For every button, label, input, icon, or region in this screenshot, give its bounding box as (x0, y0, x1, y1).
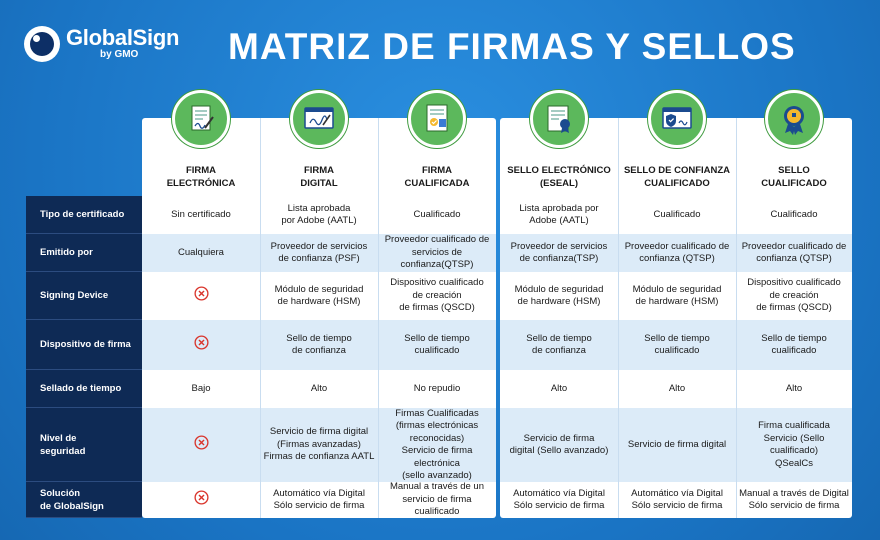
globalsign-eye-icon (24, 26, 60, 62)
matrix-cell (142, 408, 260, 482)
matrix-cell (378, 272, 496, 320)
column-header (736, 156, 852, 198)
cell-text: Servicio de firma (401, 445, 473, 456)
cell-text: Sello de tiempo (526, 332, 592, 344)
cell-text: Proveedor de servicios (510, 240, 608, 252)
cell-text: Sólo servicio de firma (513, 500, 605, 511)
cell-text: cualificado (414, 345, 460, 356)
cell-text: de confianza (532, 345, 586, 356)
row-label (26, 234, 142, 272)
cell-text: Automático vía Digital (631, 487, 723, 499)
matrix-cell (260, 196, 378, 234)
cell-text: de hardware (HSM) (635, 296, 719, 307)
cell-text: Sólo servicio de firma (273, 500, 365, 511)
column-header-line: SELLO (778, 165, 810, 176)
cell-text: (firmas electrónicas (395, 420, 479, 431)
cell-text: Proveedor cualificado de (624, 240, 730, 252)
cell-text: Bajo (191, 382, 211, 394)
cell-text: QSealCs (774, 457, 813, 469)
matrix-cell (736, 234, 852, 272)
column-header-line: CUALIFICADO (644, 178, 710, 189)
column-header (142, 156, 260, 198)
ribbon-badge-icon (765, 90, 823, 148)
matrix-cell (500, 408, 618, 482)
cell-text: de creación (769, 289, 819, 301)
cell-text: Módulo de seguridad (274, 283, 364, 295)
row-label-line: de GlobalSign (40, 500, 104, 512)
matrix-cell (500, 196, 618, 234)
matrix-cell (378, 196, 496, 234)
logo-name: GlobalSign (66, 25, 180, 50)
row-label-line: Dispositivo de firma (40, 339, 131, 350)
document-signature-icon (172, 90, 230, 148)
cell-text: Cualificado (653, 208, 701, 220)
matrix-cell (378, 234, 496, 272)
row-label (26, 482, 142, 518)
cell-text: confianza(QTSP) (400, 259, 474, 271)
column-header (618, 156, 736, 198)
cell-text: Módulo de seguridad (514, 283, 604, 295)
matrix-cell (378, 408, 496, 482)
matrix-cell (378, 370, 496, 408)
cell-text: No repudio (413, 382, 461, 394)
matrix-cell (142, 234, 260, 272)
column-header-line: FIRMA (185, 165, 217, 176)
matrix-cell (618, 234, 736, 272)
matrix-cell (500, 234, 618, 272)
matrix-cell (736, 482, 852, 518)
column-header (500, 156, 618, 198)
matrix-cell (142, 482, 260, 518)
cell-text: servicio de firma cualificado (402, 493, 472, 518)
column-header-line: SELLO ELECTRÓNICO (507, 165, 611, 176)
matrix-cell (260, 234, 378, 272)
cell-text: Automático vía Digital (273, 487, 365, 499)
cell-text: Servicio (Sello cualificado) (763, 432, 825, 456)
cell-text: Automático vía Digital (513, 487, 605, 499)
qualified-signature-document-icon (408, 90, 466, 148)
matrix-cell (500, 370, 618, 408)
column-header (260, 156, 378, 198)
column-header-line: CUALIFICADA (404, 178, 470, 189)
matrix-cell (378, 482, 496, 518)
cell-text: reconocidas) (409, 432, 465, 444)
matrix-cell (618, 482, 736, 518)
column-header-line: FIRMA (303, 165, 335, 176)
matrix-cell (260, 320, 378, 370)
matrix-cell (736, 320, 852, 370)
cell-text: Lista aprobada por (519, 202, 599, 214)
not-applicable-x-icon (194, 435, 209, 455)
row-label-line: Sellado de tiempo (40, 383, 122, 394)
cell-text: Alto (785, 382, 803, 394)
cell-text: Sólo servicio de firma (631, 500, 723, 511)
cell-text: Alto (310, 382, 328, 394)
cell-text: confianza (QTSP) (756, 253, 832, 264)
cell-text: Sello de tiempo (286, 332, 352, 344)
matrix-cell (260, 482, 378, 518)
matrix-cell (618, 408, 736, 482)
header (0, 0, 880, 86)
cell-text: Lista aprobada (287, 202, 351, 214)
cell-text: de firmas (QSCD) (756, 302, 832, 314)
cell-text: Sello de tiempo cualificado (644, 332, 710, 356)
row-label-line: Signing Device (40, 290, 109, 301)
cell-text: Alto (668, 382, 686, 394)
cell-text: Módulo de seguridad (632, 283, 722, 295)
page-title: MATRIZ DE FIRMAS Y SELLOS (228, 26, 796, 67)
cell-text: electrónica (414, 457, 460, 469)
cell-text: Servicio de firma digital (269, 426, 369, 438)
row-label-line: Tipo de certificado (40, 209, 125, 220)
cell-text: Proveedor cualificado de (384, 234, 490, 246)
matrix-cell (736, 196, 852, 234)
column-header (378, 156, 496, 198)
column-header-line: DIGITAL (300, 178, 338, 189)
cell-text: Dispositivo cualificado (747, 277, 841, 289)
cell-text: Servicio de firma (523, 432, 595, 444)
cell-text: Firma cualificada (758, 420, 830, 431)
matrix-cell (142, 272, 260, 320)
cell-text: Cualquiera (178, 246, 224, 258)
row-label (26, 320, 142, 370)
row-label-line: Solución (40, 487, 81, 499)
row-label-column (26, 196, 142, 518)
matrix-cell (736, 408, 852, 482)
cell-text: Manual a través de un (389, 481, 484, 493)
column-header-line: (ESEAL) (539, 178, 578, 189)
column-header-line: ELECTRÓNICA (166, 178, 236, 189)
matrix-cell (618, 320, 736, 370)
cell-text: Sin certificado (171, 208, 231, 220)
not-applicable-x-icon (194, 335, 209, 355)
matrix-cell (618, 196, 736, 234)
matrix-cell (260, 370, 378, 408)
cell-text: (Firmas avanzadas) (277, 438, 361, 450)
matrix-cell (500, 320, 618, 370)
globalsign-logo[interactable] (24, 26, 179, 62)
cell-text: Manual a través de Digital (739, 487, 849, 499)
cell-text: Sello de tiempo (761, 332, 827, 344)
column-header-line: FIRMA (421, 165, 453, 176)
cell-text: Proveedor cualificado de (741, 240, 847, 252)
cell-text: de hardware (HSM) (517, 296, 601, 307)
cell-text: de confianza(TSP) (519, 253, 599, 264)
cell-text: de hardware (HSM) (277, 296, 361, 307)
not-applicable-x-icon (194, 286, 209, 306)
cell-text: Firmas Cualificadas (395, 407, 479, 419)
cell-text: Servicio de firma digital (627, 438, 727, 450)
cell-text: de firmas (QSCD) (399, 302, 475, 314)
cell-text: Cualificado (770, 208, 818, 220)
cell-text: de confianza (292, 345, 346, 356)
cell-text: cualificado (771, 345, 817, 356)
logo-by: by GMO (100, 49, 139, 60)
row-label-line: Nivel de (40, 432, 77, 444)
matrix-cell (500, 272, 618, 320)
row-label (26, 408, 142, 482)
cell-text: de creación (412, 289, 462, 301)
cell-text: Alto (550, 382, 568, 394)
matrix-cell (260, 408, 378, 482)
matrix-cell (736, 370, 852, 408)
row-label-line: Emitido por (40, 247, 93, 258)
cell-text: Cualificado (413, 208, 461, 220)
row-label-line: seguridad (40, 445, 86, 457)
cell-text: Sello de tiempo (404, 332, 470, 344)
row-label (26, 272, 142, 320)
matrix-cell (618, 370, 736, 408)
matrix-cell (500, 482, 618, 518)
matrix-cell (142, 320, 260, 370)
digital-signature-screen-icon (290, 90, 348, 148)
cell-text: digital (Sello avanzado) (509, 445, 609, 456)
cell-text: Sólo servicio de firma (748, 500, 840, 511)
not-applicable-x-icon (194, 490, 209, 510)
matrix-cell (142, 370, 260, 408)
seal-certificate-icon (530, 90, 588, 148)
cell-text: confianza (QTSP) (639, 253, 715, 264)
column-header-line: CUALIFICADO (761, 178, 827, 189)
shield-screen-icon (648, 90, 706, 148)
matrix-cell (736, 272, 852, 320)
column-header-line: SELLO DE CONFIANZA (623, 165, 731, 176)
matrix-cell (260, 272, 378, 320)
cell-text: de confianza (PSF) (278, 253, 360, 264)
row-label (26, 370, 142, 408)
row-label (26, 196, 142, 234)
cell-text: Dispositivo cualificado (390, 277, 484, 289)
cell-text: Proveedor de servicios (270, 240, 368, 252)
cell-text: por Adobe (AATL) (281, 215, 357, 226)
matrix-cell (142, 196, 260, 234)
cell-text: Firmas de confianza AATL (263, 451, 375, 463)
matrix-cell (618, 272, 736, 320)
cell-text: servicios de (411, 246, 463, 258)
cell-text: Adobe (AATL) (529, 215, 589, 226)
matrix-cell (378, 320, 496, 370)
cell-text: (sello avanzado) (402, 470, 472, 481)
